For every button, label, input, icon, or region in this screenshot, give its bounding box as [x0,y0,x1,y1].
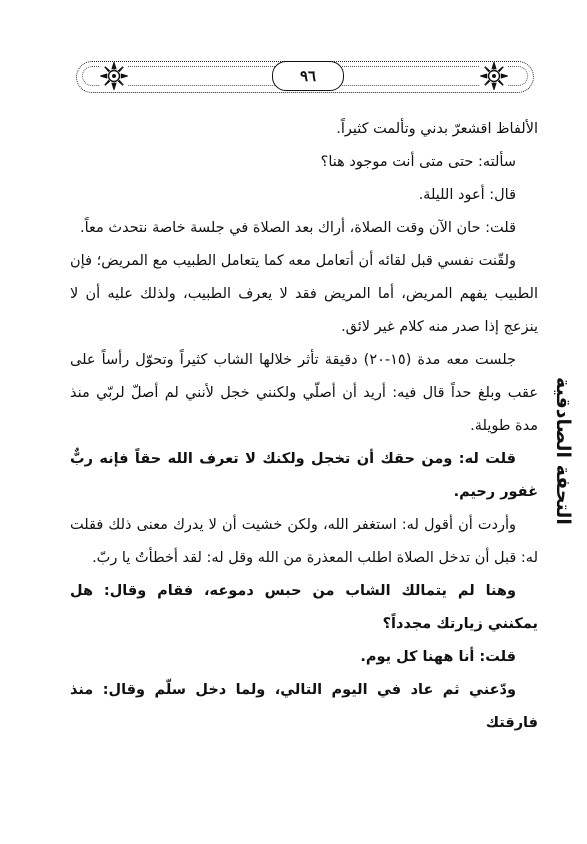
sun-ornament-icon [480,62,508,90]
paragraph: قلت له: ومن حقك أن تخجل ولكنك لا تعرف الله حقاً فإنه ربٌّ غفور رحيم. [70,451,538,500]
paragraph: الألفاظ اقشعرّ بدني وتألمت كثيراً. [336,121,538,137]
body-text [70,113,538,740]
paragraph: قلت: أنا ههنا كل يوم. [360,649,516,665]
side-running-title [548,356,578,546]
paragraph: ودّعني ثم عاد في اليوم التالي، ولما دخل سلّم وقال: منذ فارقتك [70,682,538,731]
paragraph: جلست معه مدة (١٥-٢٠) دقيقة تأثر خلالها الشاب كثيراً وتحوّل رأساً على عقب وبلغ حداً قال فيه: أريد أن أصلّي ولكنني خجل لأنني لم أصلّ لربّي منذ مدة طويلة. [70,352,538,434]
paragraph: ولقّنت نفسي قبل لقائه أن أتعامل معه كما يتعامل الطبيب مع المريض؛ فإن الطبيب يفهم المريض، أما المريض فقد لا يعرف الطبيب، ولذلك عليه أن لا ينزعج إذا صدر منه كلام غير لائق. [70,253,538,335]
paragraph: وهنا لم يتمالك الشاب من حبس دموعه، فقام وقال: هل يمكنني زيارتك مجدداً؟ [70,583,538,632]
page-header-ornament [64,58,544,94]
sun-ornament-icon [100,62,128,90]
paragraph: قال: أعود الليلة. [418,187,516,203]
paragraph: سألته: حتى متى أنت موجود هنا؟ [320,154,516,170]
paragraph: وأردت أن أقول له: استغفر الله، ولكن خشيت أن لا يدرك معنى ذلك فقلت له: قبل أن تدخل الصلاة اطلب المعذرة من الله وقل له: لقد أخطأتُ يا ربّ. [70,517,538,566]
paragraph: قلت: حان الآن وقت الصلاة، أراك بعد الصلاة في جلسة خاصة نتحدث معاً. [80,220,516,236]
side-title-text: التحفة الصادقية [552,377,575,525]
page-number: ٩٦ [272,61,344,91]
